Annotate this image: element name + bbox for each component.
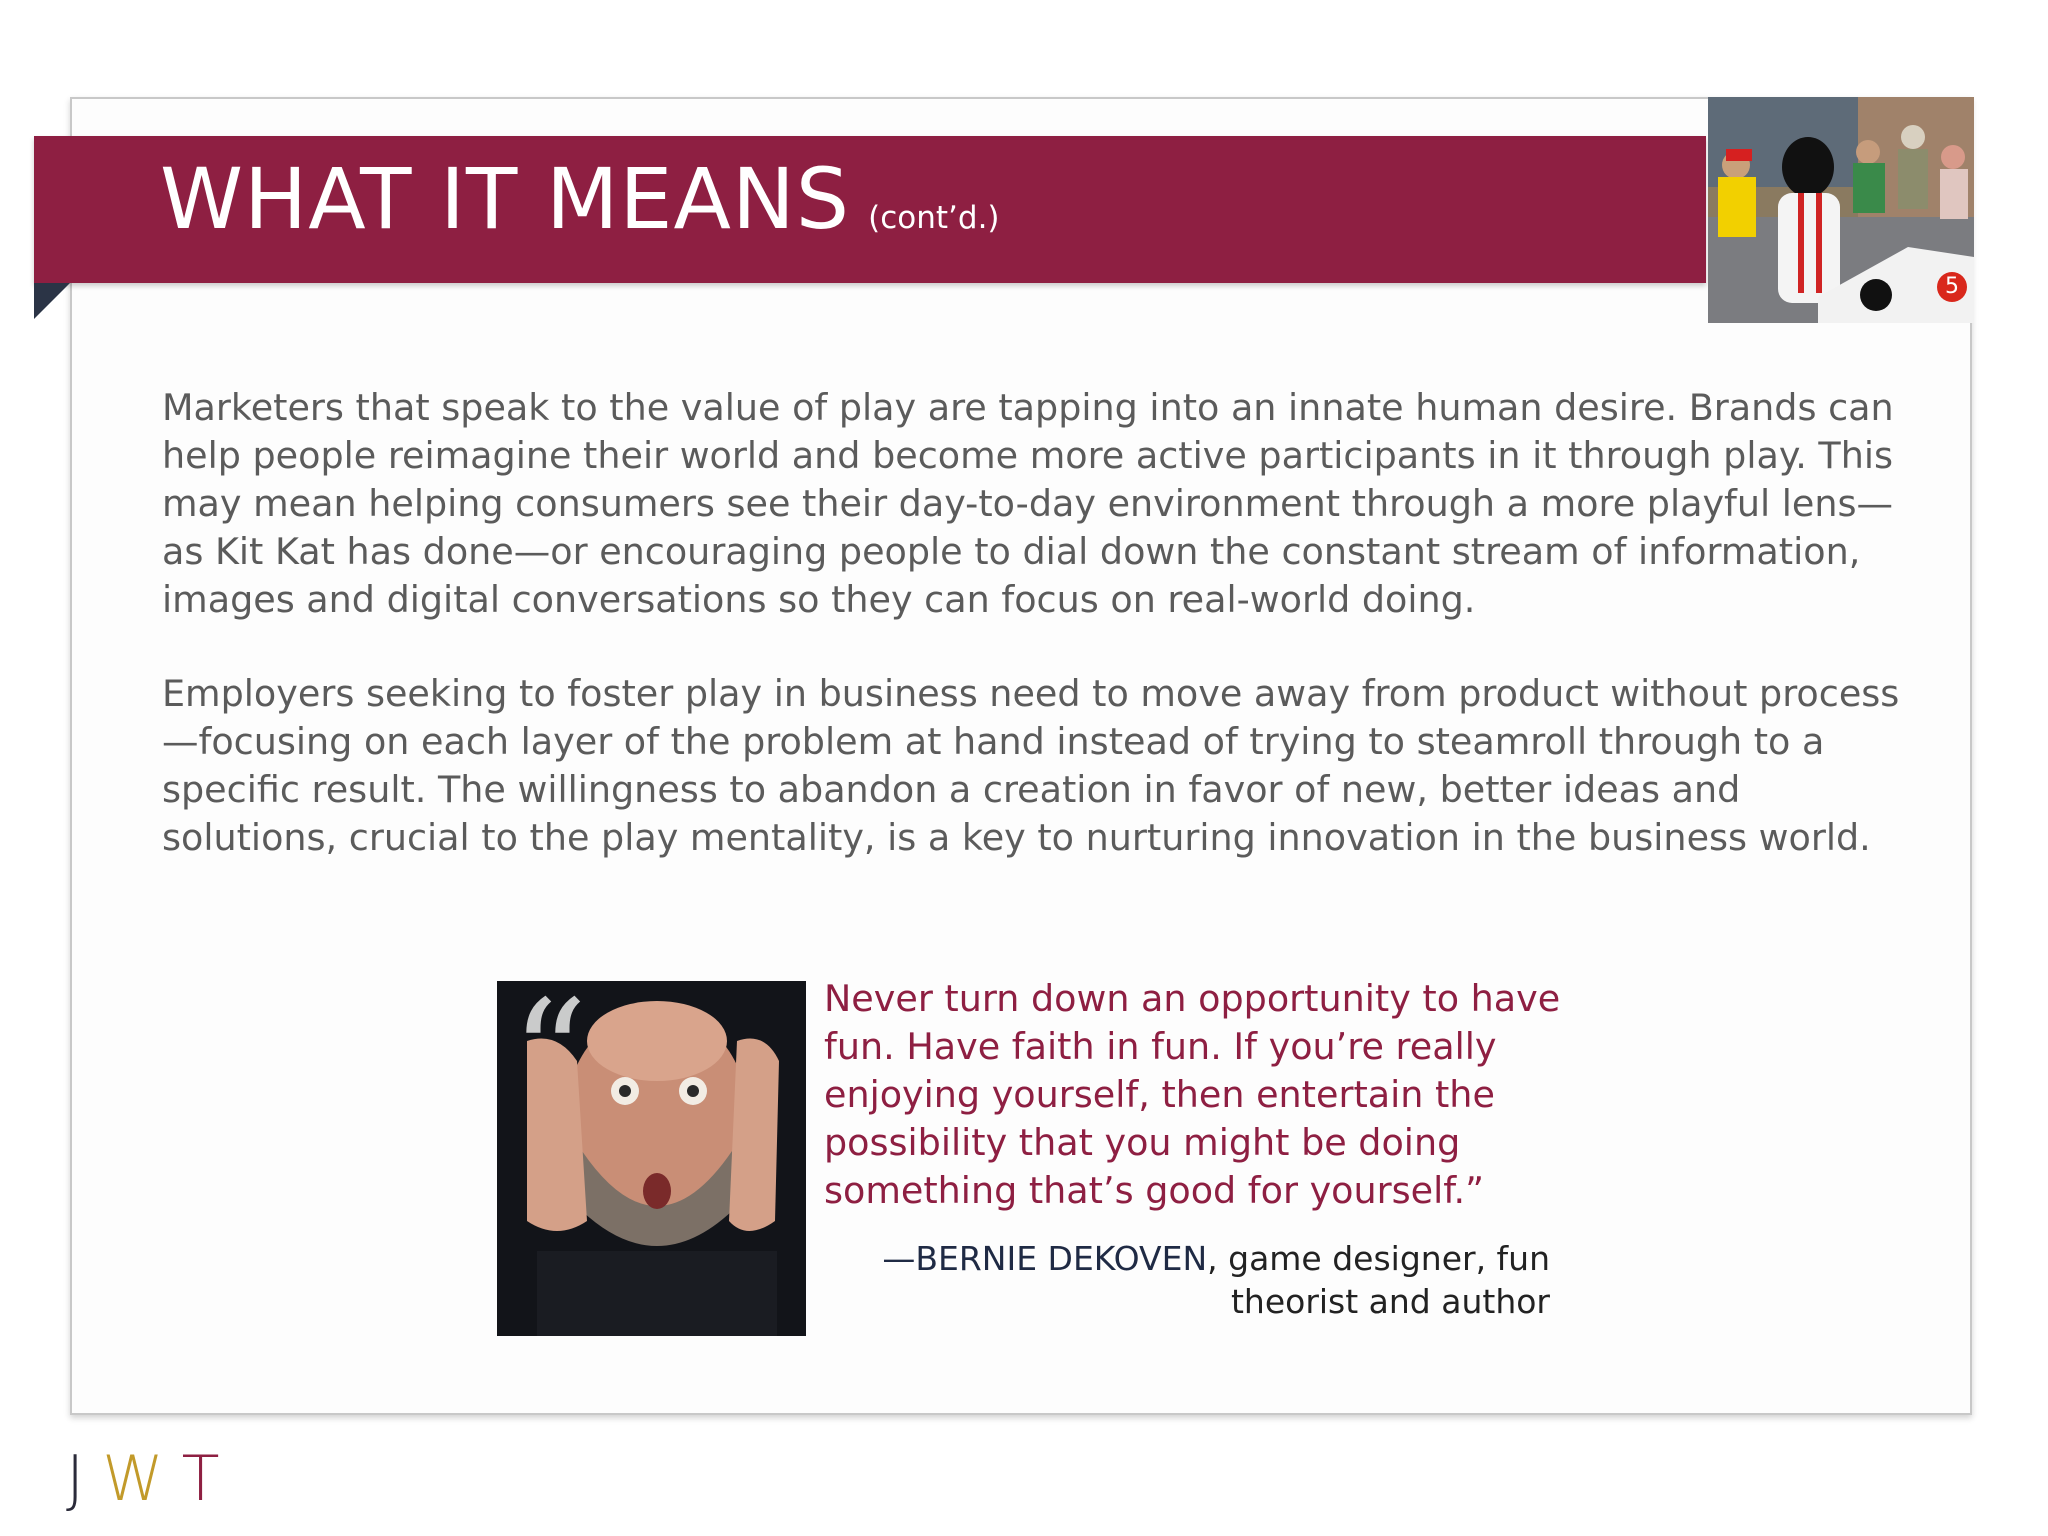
slide-title <box>160 150 1000 248</box>
banner-fold <box>34 283 70 319</box>
body-text <box>162 384 1922 908</box>
jwt-logo <box>66 1442 238 1515</box>
logo-letter-w: W <box>102 1442 182 1515</box>
attribution-role: , game designer, fun theorist and author <box>1207 1239 1550 1321</box>
quote-mark-icon: “ <box>511 981 588 1143</box>
parade-photo-image <box>1708 97 1974 323</box>
logo-letter-j: J <box>66 1442 103 1515</box>
logo-letter-t: T <box>181 1442 238 1515</box>
title-suffix: (cont’d.) <box>868 200 1000 236</box>
bernie-dekoven-photo <box>497 981 806 1336</box>
title-main: WHAT IT MEANS <box>160 150 851 248</box>
body-paragraph-2: Employers seeking to foster play in business need to move away from product without process—focusing on each layer of the problem at hand instead of trying to steamroll through to a specific result. The willingness to abandon a creation in favor of new, better ideas and solutions, crucial to the play mentality, is a key to nurturing innovation in the business world. <box>162 672 1900 859</box>
car-number-badge: 5 <box>1937 272 1967 302</box>
attribution-name: —BERNIE DEKOVEN <box>882 1239 1208 1278</box>
body-paragraph-1: Marketers that speak to the value of play are tapping into an innate human desire. Brands can help people reimagine their world and become more active participants in it through play. This may mean helping consumers see their day-to-day environment through a more playful lens—as Kit Kat has done—or encouraging people to dial down the constant stream of information, images and digital conversations so they can focus on real-world doing. <box>162 386 1894 621</box>
parade-photo <box>1708 97 1974 323</box>
quote-text: Never turn down an opportunity to have fun. Have faith in fun. If you’re really enjoying yourself, then entertain the possibility that you might be doing something that’s good for yourself.” <box>824 977 1561 1212</box>
quote-attribution <box>880 1237 1550 1323</box>
